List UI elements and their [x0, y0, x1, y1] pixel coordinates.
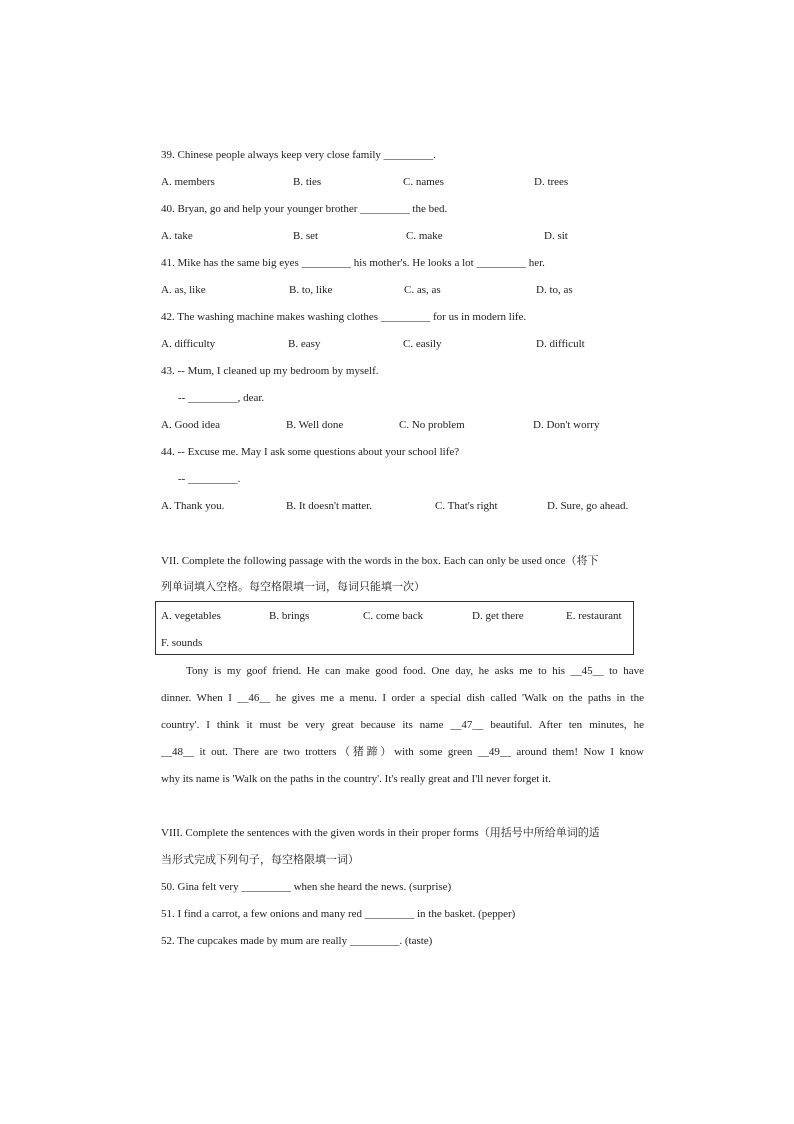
question-44-option-d: D. Sure, go ahead.: [547, 500, 629, 512]
question-51: 51. I find a carrot, a few onions and many red _________ in the basket. (pepper): [161, 908, 516, 920]
question-50: 50. Gina felt very _________ when she heard the news. (surprise): [161, 881, 452, 893]
passage-line-2: dinner. When I __46__ he gives me a menu. I order a special dish called 'Walk on the paths in the: [161, 692, 644, 704]
question-39-option-b: B. ties: [293, 176, 322, 188]
question-39-option-d: D. trees: [534, 176, 569, 188]
section-7-instruction-line-1: VII. Complete the following passage with the words in the box. Each can only be used once（将下: [161, 555, 599, 567]
question-44-stem: 44. -- Excuse me. May I ask some questions about your school life?: [161, 446, 460, 458]
question-41-stem: 41. Mike has the same big eyes _________ his mother's. He looks a lot _________ her.: [161, 257, 545, 269]
question-44-reply: -- _________.: [178, 473, 241, 485]
question-39-stem: 39. Chinese people always keep very close family _________.: [161, 149, 436, 161]
question-40-option-d: D. sit: [544, 230, 568, 242]
word-box-item-e: E. restaurant: [566, 610, 622, 622]
question-42-option-d: D. difficult: [536, 338, 585, 350]
question-42-option-c: C. easily: [403, 338, 442, 350]
passage-line-5: why its name is 'Walk on the paths in the country'. It's really great and I'll never forget it.: [161, 773, 551, 785]
question-44-option-b: B. It doesn't matter.: [286, 500, 372, 512]
word-box-item-d: D. get there: [472, 610, 524, 622]
question-40-stem: 40. Bryan, go and help your younger brother _________ the bed.: [161, 203, 448, 215]
question-39-option-c: C. names: [403, 176, 444, 188]
question-41-option-a: A. as, like: [161, 284, 206, 296]
question-43-option-b: B. Well done: [286, 419, 344, 431]
section-8-instruction-line-2: 当形式完成下列句子，每空格限填一词）: [161, 854, 359, 866]
question-43-option-a: A. Good idea: [161, 419, 220, 431]
question-41-option-b: B. to, like: [289, 284, 333, 296]
passage-line-4: __48__ it out. There are two trotters（猪蹄）with some green __49__ around them! Now I know: [161, 746, 644, 758]
question-40-option-c: C. make: [406, 230, 443, 242]
question-42-option-a: A. difficulty: [161, 338, 216, 350]
question-44-option-a: A. Thank you.: [161, 500, 225, 512]
question-43-option-d: D. Don't worry: [533, 419, 600, 431]
question-41-option-d: D. to, as: [536, 284, 573, 296]
word-box-item-a: A. vegetables: [161, 610, 221, 622]
section-7-instruction-line-2: 列单词填入空格。每空格限填一词，每词只能填一次）: [161, 581, 425, 593]
question-40-option-b: B. set: [293, 230, 319, 242]
passage-line-1: Tony is my goof friend. He can make good food. One day, he asks me to his __45__ to have: [186, 665, 644, 677]
question-52: 52. The cupcakes made by mum are really _________. (taste): [161, 935, 433, 947]
word-box-item-b: B. brings: [269, 610, 310, 622]
question-44-option-c: C. That's right: [435, 500, 498, 512]
question-42-stem: 42. The washing machine makes washing clothes _________ for us in modern life.: [161, 311, 527, 323]
question-39-option-a: A. members: [161, 176, 215, 188]
question-40-option-a: A. take: [161, 230, 193, 242]
word-box-item-c: C. come back: [363, 610, 424, 622]
section-8-instruction-line-1: VIII. Complete the sentences with the given words in their proper forms（用括号中所给单词的适: [161, 827, 600, 839]
passage-line-3: country'. I think it must be very great because its name __47__ beautiful. After ten minutes, he: [161, 719, 644, 731]
word-box-item-f: F. sounds: [161, 637, 203, 649]
question-43-option-c: C. No problem: [399, 419, 465, 431]
question-43-stem: 43. -- Mum, I cleaned up my bedroom by myself.: [161, 365, 379, 377]
question-42-option-b: B. easy: [288, 338, 321, 350]
question-43-reply: -- _________, dear.: [178, 392, 265, 404]
question-41-option-c: C. as, as: [404, 284, 441, 296]
